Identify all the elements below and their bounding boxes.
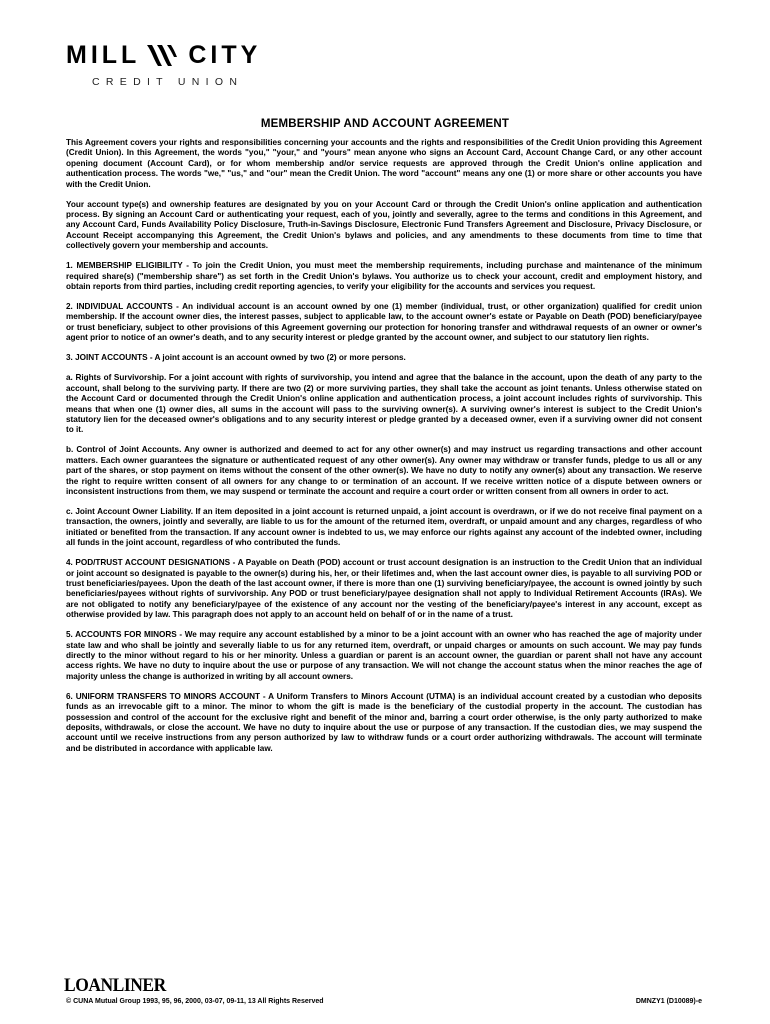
- form-code: DMNZY1 (D10089)-e: [635, 998, 702, 1005]
- pod-trust-designations-section: 4. POD/TRUST ACCOUNT DESIGNATIONS - A Payable on Death (POD) account or trust account designation is an instruction to the Credit Union that an individual or joint account so designated is payable to the owner(s) during his, her, or their lifetimes and, when the last account owner dies, is payable to all surviving POD or trust beneficiaries/payees. Upon the death of the last account owner, if there is more than one (1) surviving beneficiary/payee, the account is owned jointly by such beneficiaries/payees without rights of survivorship. Any POD or trust beneficiary/payee designation shall not apply to Individual Retirement Accounts (IRAs). We are not obligated to notify any beneficiary/payee of the existence of any account nor the vesting of the beneficiary/payee's interest in any account, except as otherwise provided by law. This paragraph does not apply to an account held on behalf of or in the name of a trust.: [66, 558, 702, 620]
- document-body: [66, 138, 702, 764]
- rights-of-survivorship-paragraph: a. Rights of Survivorship. For a joint account with rights of survivorship, you intend and agree that the balance in the account, upon the death of any party to the account, shall belong to the surviving party. If there are two (2) or more surviving parties, they shall take the account as joint tenants. Unless otherwise stated on the Account Card or documented through the Credit Union's online application and authentication process, a joint account includes rights of survivorship. This means that when one (1) owner dies, all sums in the account will pass to the surviving owner(s). A surviving owner's interest is subject to the Credit Union's statutory lien for the deceased owner's obligations and to any security interest or pledge granted by a deceased owner, even if a surviving owner did not consent to it.: [66, 373, 702, 435]
- logo-word-right: CITY: [188, 41, 262, 69]
- copyright-notice: © CUNA Mutual Group 1993, 95, 96, 2000, 03-07, 09-11, 13 All Rights Reserved: [66, 998, 324, 1005]
- wave-mark-icon: [144, 42, 182, 68]
- loanliner-logo: [64, 976, 164, 998]
- logo-wordmark: [66, 40, 261, 70]
- document-title: MEMBERSHIP AND ACCOUNT AGREEMENT: [260, 118, 510, 130]
- credit-union-logo: [66, 40, 262, 92]
- utma-section: 6. UNIFORM TRANSFERS TO MINORS ACCOUNT - A Uniform Transfers to Minors Account (UTMA) is an individual account created by a custodian who deposits funds as an irrevocable gift to a minor. The minor to whom the gift is made is the beneficiary of the custodial property in the account. The custodian has possession and control of the account for the exclusive right and benefit of the minor and, barring a court order otherwise, is the only party authorized to make deposits, withdrawals, or close the account. We have no duty to inquire about the use or purpose of any transaction. If the custodian dies, we may suspend the account until we receive instructions from any person authorized by law to withdraw funds or a court order authorizing withdrawals. The account will terminate and be distributed in accordance with applicable law.: [66, 691, 702, 753]
- accounts-for-minors-section: 5. ACCOUNTS FOR MINORS - We may require any account established by a minor to be a joint account with an owner who has reached the age of majority under state law and who shall be jointly and severally liable to us for any returned item, overdraft, or unpaid charges or amounts on such account. We may pay funds directly to the minor without regard to his or her minority. Unless a guardian or parent is an account owner, the guardian or parent shall not have any account access rights. We have no duty to inquire about the use or purpose of any transaction. We will not change the account status when the minor reaches the age of majority unless the change is authorized in writing by all account owners.: [66, 630, 702, 681]
- logo-word-left: MILL: [66, 41, 141, 69]
- joint-accounts-section: 3. JOINT ACCOUNTS - A joint account is an account owned by two (2) or more persons.: [66, 353, 406, 363]
- joint-owner-liability-paragraph: c. Joint Account Owner Liability. If an item deposited in a joint account is returned unpaid, a joint account is overdrawn, or if we do not receive final payment on a transaction, the owners, jointly and severally, are liable to us for the amount of the returned item, overdraft, or unpaid amount and any charges, regardless of who initiated or benefited from the transaction. If any account owner is indebted to us, we may enforce our rights against any account of the indebted owner, including all funds in the joint account, regardless of who contributed the funds.: [66, 506, 702, 548]
- membership-eligibility-section: 1. MEMBERSHIP ELIGIBILITY - To join the Credit Union, you must meet the membership requirements, including purchase and maintenance of the minimum required share(s) ("membership share") as set forth in the Credit Union's bylaws. You authorize us to check your account, credit and employment history, and obtain reports from third parties, including credit reporting agencies, to verify your eligibility for the accounts and services you request.: [66, 261, 702, 292]
- logo-subtitle: CREDIT UNION: [92, 76, 244, 88]
- loanliner-logo-text: LOANLINER: [64, 975, 166, 996]
- individual-accounts-section: 2. INDIVIDUAL ACCOUNTS - An individual account is an account owned by one (1) member (individual, trust, or other organization) qualified for credit union membership. If the account owner dies, the interest passes, subject to applicable law, to the account owner's estate or Payable on Death (POD) beneficiary/payee or trust beneficiary, subject to other provisions of this Agreement governing our protection for honoring transfer and withdrawal requests of an owner or owner's agent prior to notice of an owner's death, and to any security interest or pledge granted by the account owner, and subject to our statutory lien rights.: [66, 302, 702, 343]
- control-of-joint-accounts-paragraph: b. Control of Joint Accounts. Any owner is authorized and deemed to act for any other owner(s) and may instruct us regarding transactions and other account matters. Each owner guarantees the signature or authenticated request of any other owner(s). Any owner may withdraw or transfer funds, pledge to us all or any part of the shares, or stop payment on items without the consent of the other owner(s). We have no duty to notify any owner(s) about any transaction. We reserve the right to require written consent of all owners for any change to or termination of an account. If we receive written notice of a dispute between owners or inconsistent instructions from them, we may suspend or terminate the account and require a court order or written consent from all owners in order to act.: [66, 445, 702, 496]
- account-type-paragraph: Your account type(s) and ownership features are designated by you on your Account Card or through the Credit Union's online application and authentication process. By signing an Account Card or authenticating your request, each of you, jointly and severally, agree to the terms and conditions in this Agreement, and any Account Card, Funds Availability Policy Disclosure, Truth-in-Savings Disclosure, Electronic Fund Transfers Agreement and Disclosure, Privacy Disclosure, or Account Receipt accompanying this Agreement, the Credit Union's bylaws and policies, and any amendments to these documents from time to time that collectively govern your membership and accounts.: [66, 199, 702, 251]
- intro-paragraph: This Agreement covers your rights and responsibilities concerning your accounts and the rights and responsibilities of the Credit Union providing this Agreement (Credit Union). In this Agreement, the words "you," "your," and "yours" mean anyone who signs an Account Card, Account Change Card, or any other account opening document (Account Card), or for whom membership and/or service requests are approved through the Credit Union's online application and authentication process. The words "we," "us," and "our" mean the Credit Union. The word "account" means any one (1) or more share or other accounts you have with the Credit Union.: [66, 138, 702, 189]
